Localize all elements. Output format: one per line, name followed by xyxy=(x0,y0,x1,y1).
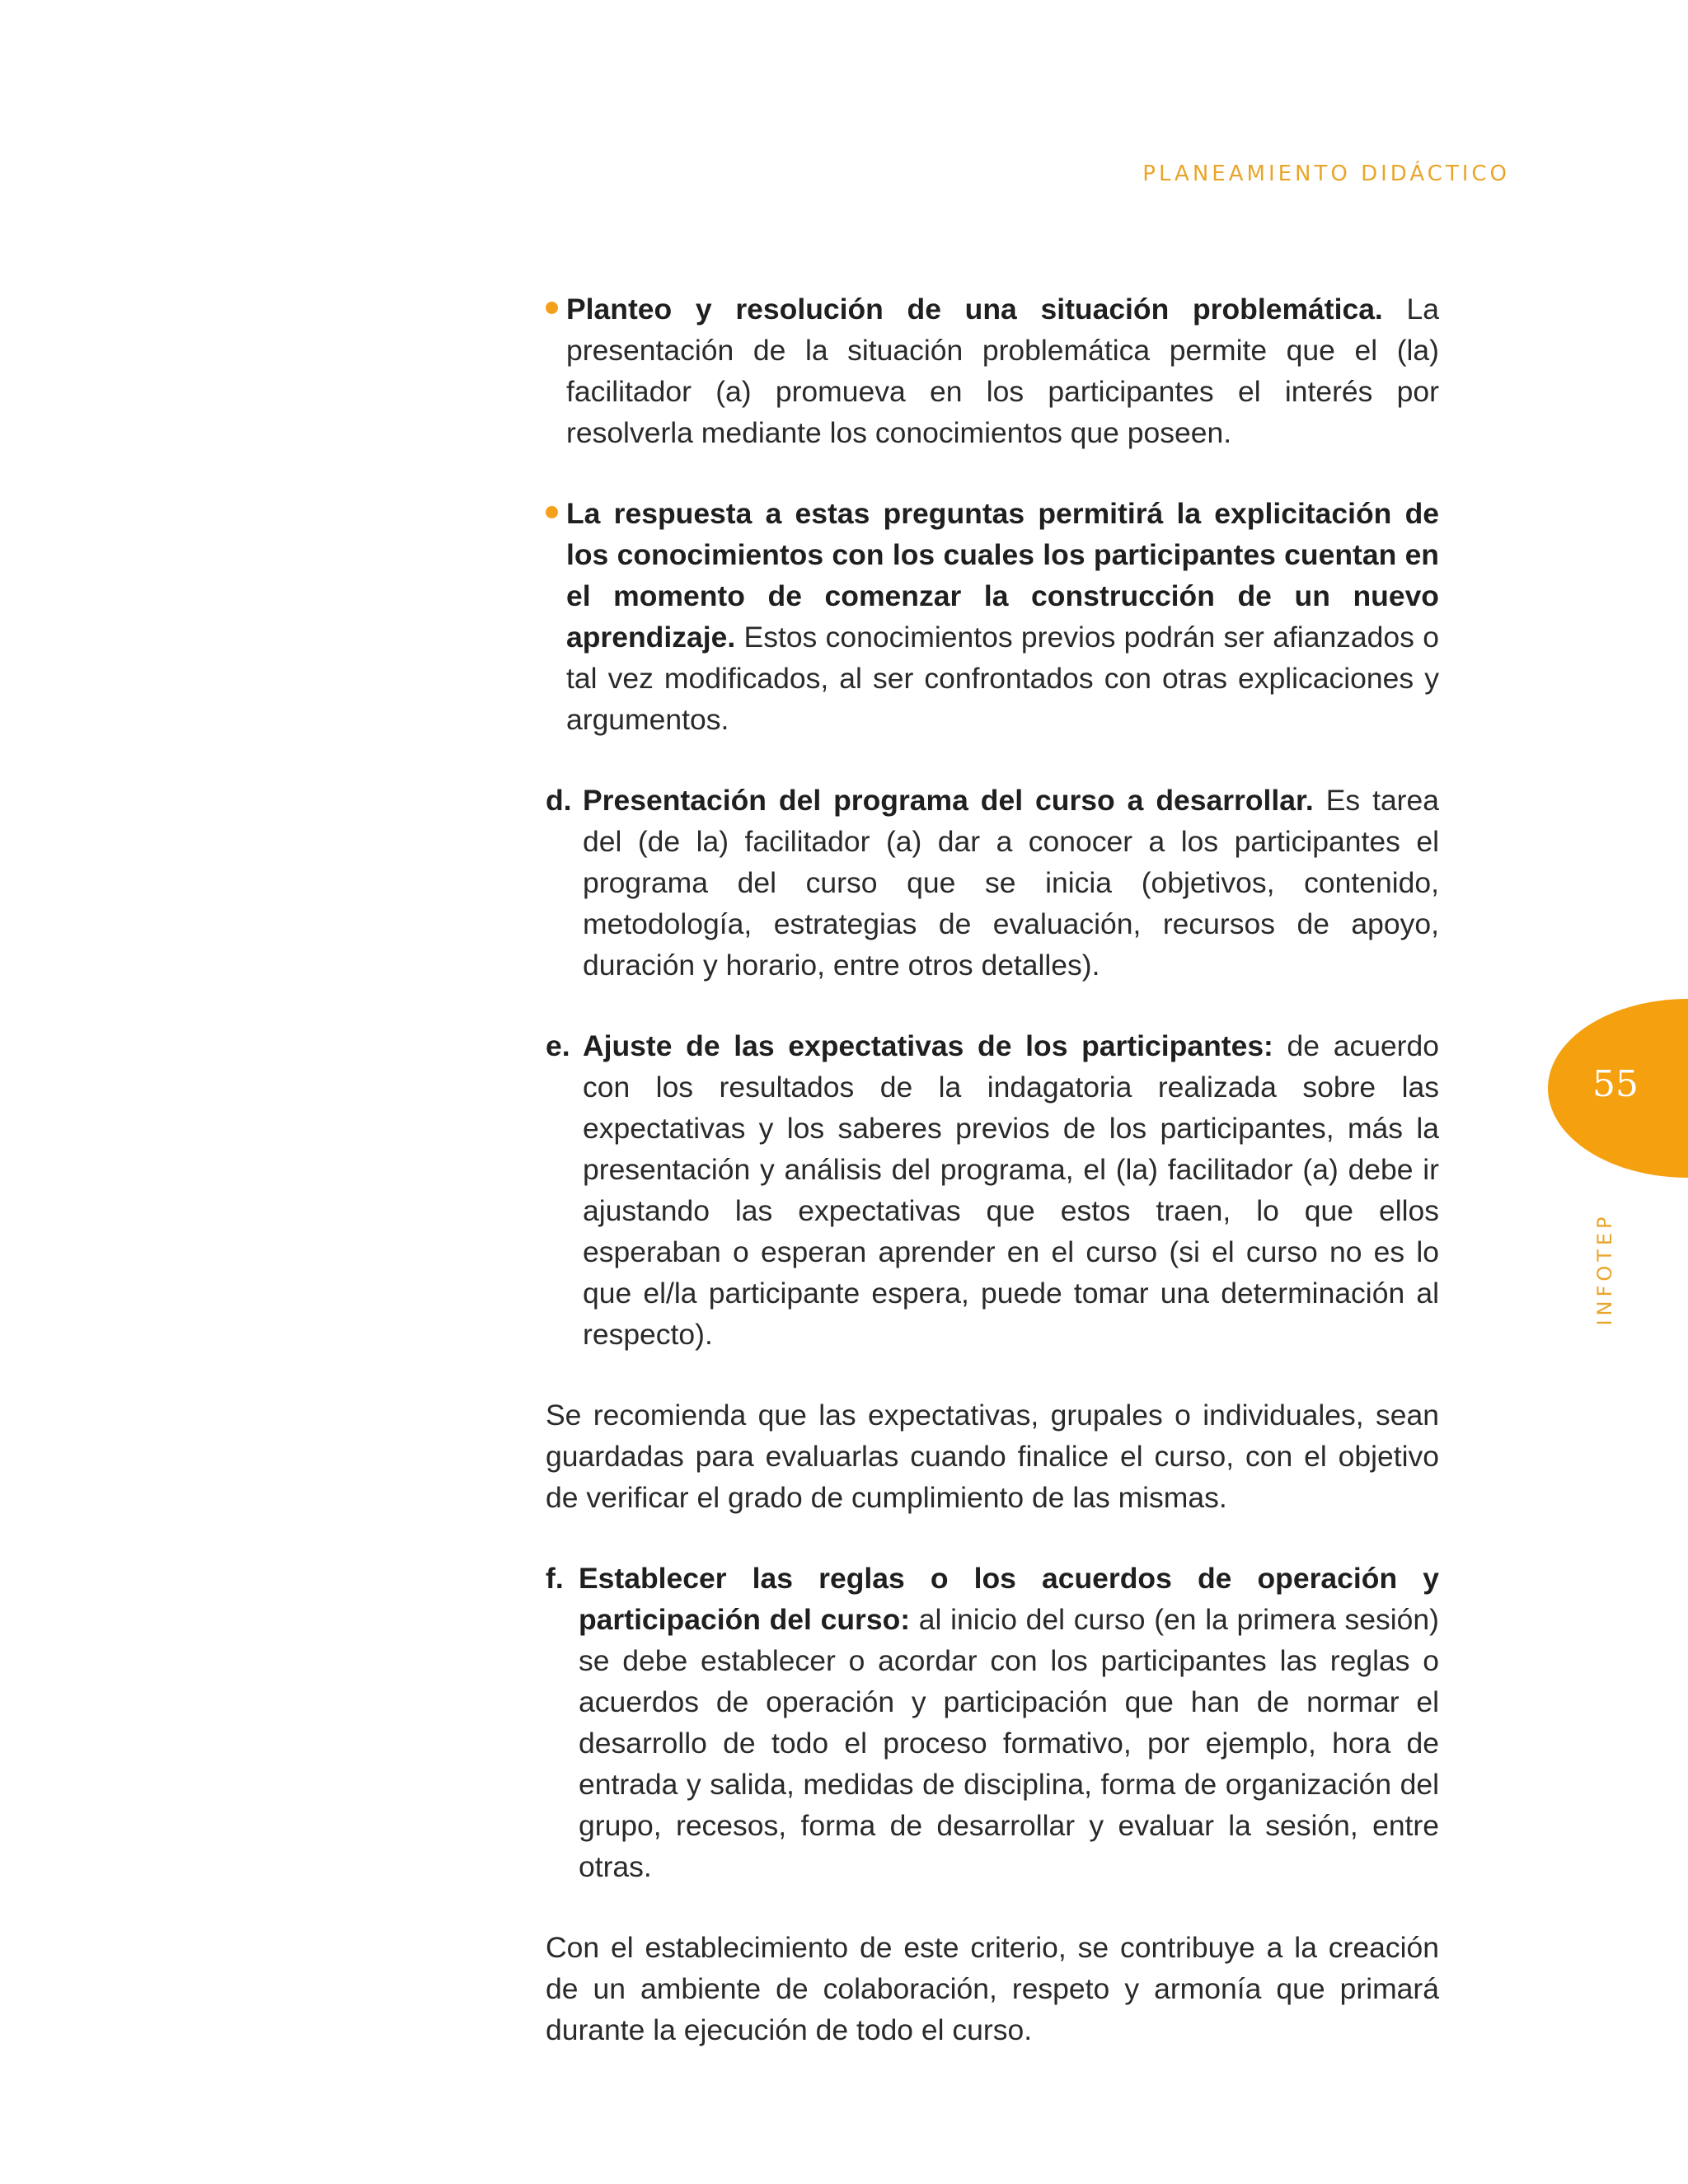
list-item-text: de acuerdo con los resultados de la indagatoria realizada sobre las expectativas y los saberes previos de los participantes, más la presentación y análisis del programa, el (la) facilitador (a) debe ir ajustando las expectativas que estos traen, lo que ellos esperaban o esperan aprender en el curso (si el curso no es lo que el/la participante espera, puede tomar una determinación al respecto). xyxy=(583,1029,1439,1351)
bullet-item-prior-knowledge xyxy=(546,493,1439,740)
paragraph-criteria: Con el establecimiento de este criterio, se contribuye a la creación de un ambiente de colaboración, respeto y armonía que primará durante la ejecución de todo el curso. xyxy=(546,1931,1439,2046)
list-item-text: al inicio del curso (en la primera sesión) se debe establecer o acordar con los participantes las reglas o acuerdos de operación y participación que han de normar el desarrollo de todo el proceso formativo, por ejemplo, hora de entrada y salida, medidas de disciplina, forma de organización del grupo, recesos, forma de desarrollar y evaluar la sesión, entre otras. xyxy=(579,1603,1439,1883)
bullet-dot-icon xyxy=(546,506,558,518)
bullet-text: Estos conocimientos previos podrán ser afianzados o tal vez modificados, al ser confrontados con otras explicaciones y argumentos. xyxy=(566,621,1439,736)
list-letter: d. xyxy=(546,784,572,817)
list-item-heading: Establecer las reglas o los acuerdos de operación y participación del curso: xyxy=(579,1562,1439,1636)
bullet-heading: La respuesta a estas preguntas permitirá la explicitación de los conocimientos con los cuales los participantes cuentan en el momento de comenzar la construcción de un nuevo aprendizaje. xyxy=(566,497,1439,654)
bullet-item-problem-situation xyxy=(546,288,1439,453)
running-header: PLANEAMIENTO DIDÁCTICO xyxy=(1142,162,1510,186)
page-number: 55 xyxy=(1592,1063,1639,1105)
list-item-d xyxy=(546,780,1439,986)
bullet-heading: Planteo y resolución de una situación problemática. xyxy=(566,293,1383,326)
list-item-f xyxy=(546,1558,1439,1887)
list-item-e xyxy=(546,1025,1439,1355)
paragraph-expectations: Se recomienda que las expectativas, grupales o individuales, sean guardadas para evaluarlas cuando finalice el curso, con el objetivo de verificar el grado de cumplimiento de las mismas. xyxy=(546,1399,1439,1514)
list-letter: f. xyxy=(546,1562,564,1595)
publisher-vertical-label: INFOTEP xyxy=(1593,1212,1616,1326)
bullet-text: La presentación de la situación problemática permite que el (la) facilitador (a) promueva en los participantes el interés por resolverla mediante los conocimientos que poseen. xyxy=(566,293,1439,449)
list-letter: e. xyxy=(546,1029,570,1062)
list-item-heading: Presentación del programa del curso a desarrollar. xyxy=(583,784,1314,817)
bullet-dot-icon xyxy=(546,302,558,314)
list-item-text: Es tarea del (de la) facilitador (a) dar a conocer a los participantes el programa del curso que se inicia (objetivos, contenido, metodología, estrategias de evaluación, recursos de apoyo, duración y horario, entre otros detalles). xyxy=(583,784,1439,982)
main-content xyxy=(546,288,1439,2050)
list-item-heading: Ajuste de las expectativas de los participantes: xyxy=(583,1029,1273,1062)
